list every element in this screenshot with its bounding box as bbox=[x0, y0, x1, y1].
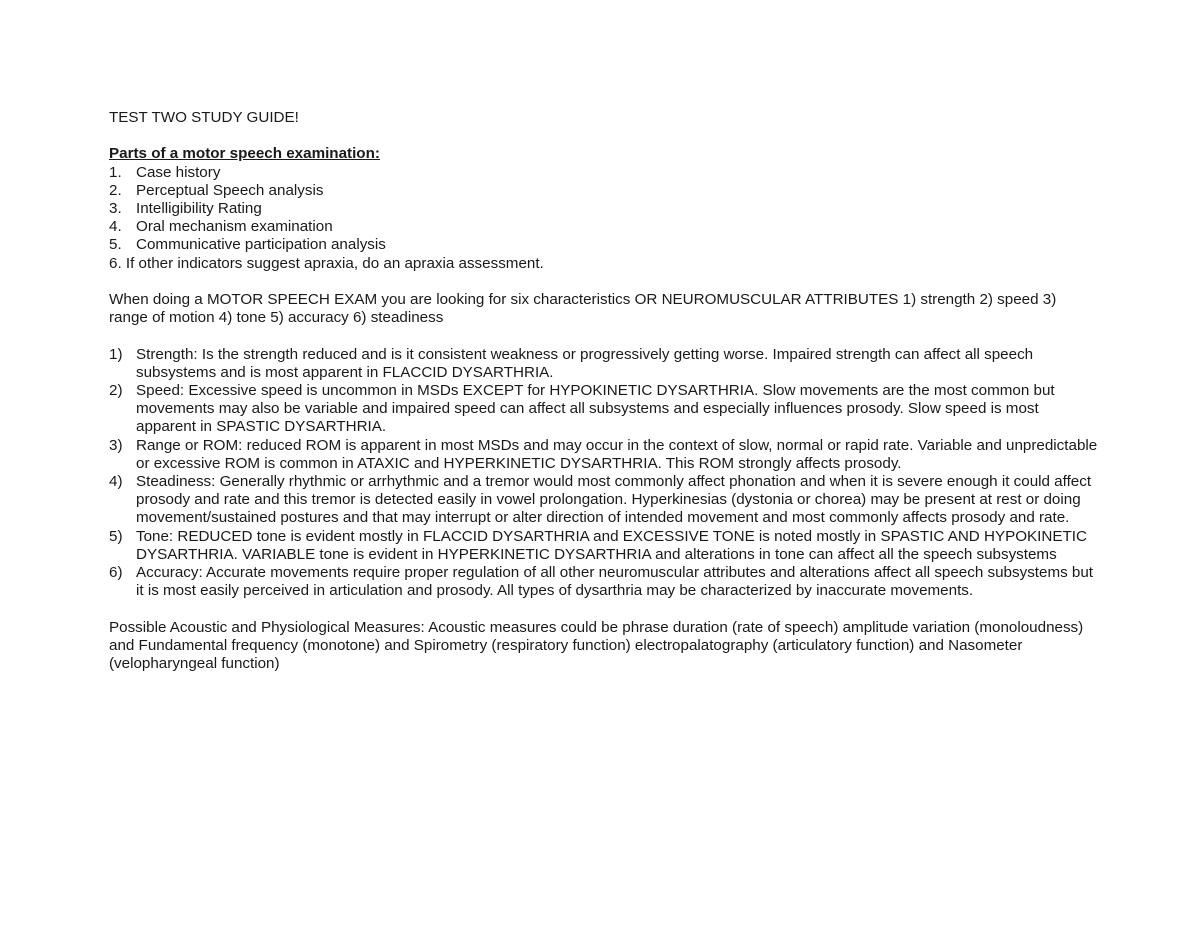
list-item bbox=[109, 473, 1099, 528]
list-number: 1) bbox=[109, 345, 123, 363]
list-item-text: Steadiness: Generally rhythmic or arrhythmic and a tremor would most commonly affect phonation and when it is severe enough it could affect prosody and rate and this tremor is detected easily in vowel prolongation. Hyperkinesias (dystonia or chorea) may be present at rest or doing movement/sustained postures and that may interrupt or alter direction of intended movement and most commonly affects prosody and rate. bbox=[136, 473, 1092, 527]
list-number: 5. bbox=[109, 236, 122, 254]
list-number: 5) bbox=[109, 527, 123, 545]
spacer bbox=[109, 127, 1099, 145]
intro-paragraph: When doing a MOTOR SPEECH EXAM you are looking for six characteristics OR NEUROMUSCULAR ATTRIBUTES 1) strength 2) speed 3) range of motion 4) tone 5) accuracy 6) steadiness bbox=[109, 291, 1057, 327]
list-item-text: Perceptual Speech analysis bbox=[136, 181, 324, 199]
list-number: 2) bbox=[109, 382, 123, 399]
list-item-text: Communicative participation analysis bbox=[136, 236, 386, 254]
spacer bbox=[109, 600, 1099, 618]
list-number: 3) bbox=[109, 436, 123, 454]
spacer bbox=[109, 273, 1099, 291]
list-number: 3. bbox=[109, 200, 122, 217]
measures-paragraph: Possible Acoustic and Physiological Measures: Acoustic measures could be phrase duration (rate of speech) amplitude variation (monoloudness) and Fundamental frequency (monotone) and Spirometry (respiratory function) electropalatography (articulatory function) and Nasometer (velopharyngeal function) bbox=[109, 618, 1084, 673]
list-item bbox=[109, 164, 1099, 182]
document-title: TEST TWO STUDY GUIDE! bbox=[109, 109, 299, 126]
list-item bbox=[109, 346, 1099, 382]
list-item bbox=[109, 182, 1099, 200]
apraxia-line: 6. If other indicators suggest apraxia, do an apraxia assessment. bbox=[109, 254, 544, 272]
list-number: 1. bbox=[109, 163, 122, 181]
document-page bbox=[109, 109, 1099, 673]
list-item bbox=[109, 528, 1099, 564]
list-item-text: Strength: Is the strength reduced and is it consistent weakness or progressively getting worse. Impaired strength can affect all speech subsystems and is most apparent in FLACCID DYSARTHRIA. bbox=[136, 345, 1034, 381]
list-item-text: Range or ROM: reduced ROM is apparent in most MSDs and may occur in the context of slow, normal or rapid rate. Variable and unpredictable or excessive ROM is common in ATAXIC and HYPERKINETIC DYSARTHRIA. This ROM strongly affects prosody. bbox=[136, 436, 1098, 472]
list-item bbox=[109, 236, 1099, 254]
list-number: 4) bbox=[109, 473, 123, 491]
list-number: 4. bbox=[109, 218, 122, 236]
list-item bbox=[109, 218, 1099, 236]
list-item-text: Speed: Excessive speed is uncommon in MSDs EXCEPT for HYPOKINETIC DYSARTHRIA. Slow movements are the most common but movements may also be variable and impaired speed can affect all subsystems and especially influences prosody. Slow speed is most apparent in SPASTIC DYSARTHRIA. bbox=[136, 382, 1055, 436]
exam-parts-heading: Parts of a motor speech examination: bbox=[109, 145, 380, 163]
list-item bbox=[109, 437, 1099, 473]
list-item bbox=[109, 382, 1099, 437]
list-item-text: Oral mechanism examination bbox=[136, 218, 333, 236]
list-item-text: Case history bbox=[136, 163, 221, 181]
list-item bbox=[109, 564, 1099, 600]
list-item-text: Intelligibility Rating bbox=[136, 200, 262, 217]
attributes-list bbox=[109, 346, 1099, 601]
spacer bbox=[109, 327, 1099, 345]
list-item-text: Tone: REDUCED tone is evident mostly in FLACCID DYSARTHRIA and EXCESSIVE TONE is noted mostly in SPASTIC AND HYPOKINETIC DYSARTHRIA. VARIABLE tone is evident in HYPERKINETIC DYSARTHRIA and alterations in tone can affect all the speech subsystems bbox=[136, 527, 1087, 563]
list-item bbox=[109, 200, 1099, 218]
list-number: 2. bbox=[109, 181, 122, 199]
list-item-text: Accuracy: Accurate movements require proper regulation of all other neuromuscular attributes and alterations affect all speech subsystems but it is most easily perceived in articulation and prosody. All types of dysarthria may be characterized by inaccurate movements. bbox=[136, 564, 1094, 600]
exam-parts-list bbox=[109, 164, 1099, 255]
list-number: 6) bbox=[109, 564, 123, 582]
